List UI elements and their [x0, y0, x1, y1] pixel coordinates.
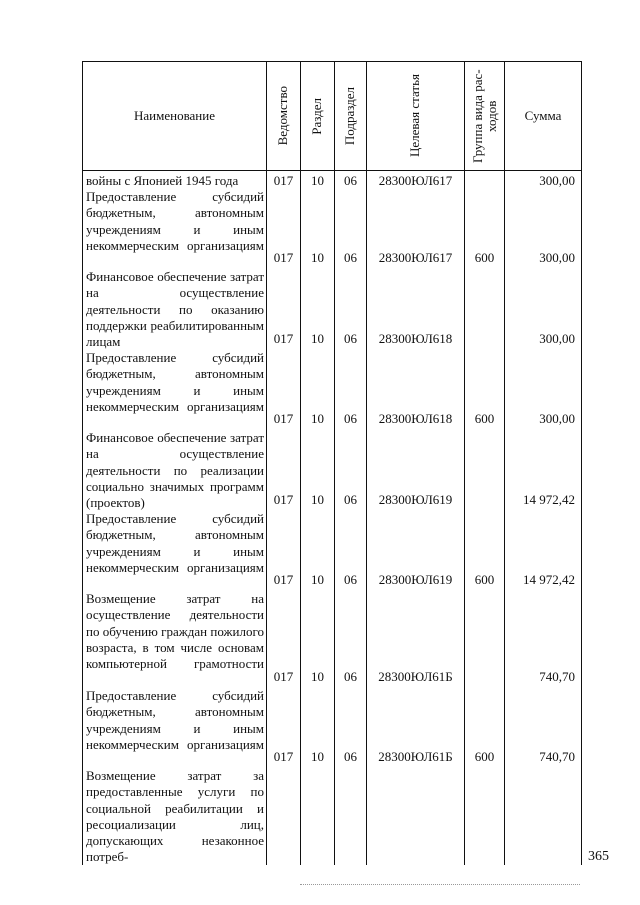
row-section: 10 [301, 269, 335, 350]
header-name: Наименование [83, 62, 267, 171]
row-expense-group [465, 591, 505, 688]
header-amount: Сумма [505, 62, 582, 171]
row-subsection: 06 [335, 430, 367, 511]
row-name: Предоставление субсидий бюджетным, автономным учреждениям и иным некоммерческим организациям [83, 688, 267, 768]
row-amount: 14 972,42 [505, 511, 582, 591]
header-target-article: Целевая статья [367, 62, 465, 171]
row-amount: 300,00 [505, 269, 582, 350]
header-expense-group: Группа вида рас-ходов [465, 62, 505, 171]
table-row [83, 171, 582, 190]
row-amount: 14 972,42 [505, 430, 582, 511]
row-expense-group [465, 768, 505, 865]
budget-table [82, 61, 582, 865]
row-target-article: 28300ЮЛ619 [367, 511, 465, 591]
footer-rule [300, 884, 580, 885]
row-department: 017 [267, 430, 301, 511]
row-expense-group: 600 [465, 189, 505, 269]
row-subsection: 06 [335, 350, 367, 430]
row-expense-group [465, 269, 505, 350]
page-number: 365 [588, 849, 609, 864]
row-section: 10 [301, 511, 335, 591]
row-expense-group: 600 [465, 688, 505, 768]
row-subsection: 06 [335, 269, 367, 350]
row-name: Финансовое обеспечение затрат на осуществление деятельности по оказанию поддержки реабилитированным лицам [83, 269, 267, 350]
table-row [83, 269, 582, 350]
table-row [83, 511, 582, 591]
row-department: 017 [267, 511, 301, 591]
row-target-article: 28300ЮЛ618 [367, 350, 465, 430]
row-subsection: 06 [335, 189, 367, 269]
row-name: Возмещение затрат за предоставленные услуги по социальной реабилитации и ресоциализации лиц, допускающих незаконное потреб- [83, 768, 267, 865]
table-row [83, 688, 582, 768]
row-target-article: 28300ЮЛ618 [367, 269, 465, 350]
row-section: 10 [301, 350, 335, 430]
table-row [83, 189, 582, 269]
row-target-article: 28300ЮЛ619 [367, 430, 465, 511]
table-row [83, 591, 582, 688]
row-amount: 740,70 [505, 688, 582, 768]
row-amount: 300,00 [505, 171, 582, 190]
row-amount: 300,00 [505, 189, 582, 269]
table-row [83, 768, 582, 865]
row-expense-group: 600 [465, 511, 505, 591]
row-subsection: 06 [335, 591, 367, 688]
row-department: 017 [267, 591, 301, 688]
row-department: 017 [267, 189, 301, 269]
row-target-article: 28300ЮЛ61Б [367, 688, 465, 768]
row-target-article: 28300ЮЛ617 [367, 189, 465, 269]
row-name: Предоставление субсидий бюджетным, автономным учреждениям и иным некоммерческим организациям [83, 511, 267, 591]
row-expense-group [465, 171, 505, 190]
header-section: Раздел [301, 62, 335, 171]
row-name: войны с Японией 1945 года [83, 171, 267, 190]
row-department: 017 [267, 350, 301, 430]
header-subsection: Подраздел [335, 62, 367, 171]
row-department: 017 [267, 171, 301, 190]
row-name: Предоставление субсидий бюджетным, автономным учреждениям и иным некоммерческим организациям [83, 189, 267, 269]
row-name: Возмещение затрат на осуществление деятельности по обучению граждан пожилого возраста, в том числе основам компьютерной грамотности [83, 591, 267, 688]
row-target-article [367, 768, 465, 865]
row-department: 017 [267, 688, 301, 768]
row-amount: 300,00 [505, 350, 582, 430]
row-department: 017 [267, 269, 301, 350]
table-header-row [83, 62, 582, 171]
row-section: 10 [301, 189, 335, 269]
row-name: Предоставление субсидий бюджетным, автономным учреждениям и иным некоммерческим организациям [83, 350, 267, 430]
row-subsection [335, 768, 367, 865]
row-section: 10 [301, 591, 335, 688]
row-expense-group [465, 430, 505, 511]
table-row [83, 350, 582, 430]
row-name: Финансовое обеспечение затрат на осуществление деятельности по реализации социально значимых программ (проектов) [83, 430, 267, 511]
row-section [301, 768, 335, 865]
row-target-article: 28300ЮЛ61Б [367, 591, 465, 688]
row-subsection: 06 [335, 688, 367, 768]
row-section: 10 [301, 171, 335, 190]
row-amount [505, 768, 582, 865]
row-subsection: 06 [335, 511, 367, 591]
header-department: Ведомство [267, 62, 301, 171]
row-subsection: 06 [335, 171, 367, 190]
row-amount: 740,70 [505, 591, 582, 688]
row-section: 10 [301, 430, 335, 511]
row-target-article: 28300ЮЛ617 [367, 171, 465, 190]
row-department [267, 768, 301, 865]
table-row [83, 430, 582, 511]
row-section: 10 [301, 688, 335, 768]
row-expense-group: 600 [465, 350, 505, 430]
